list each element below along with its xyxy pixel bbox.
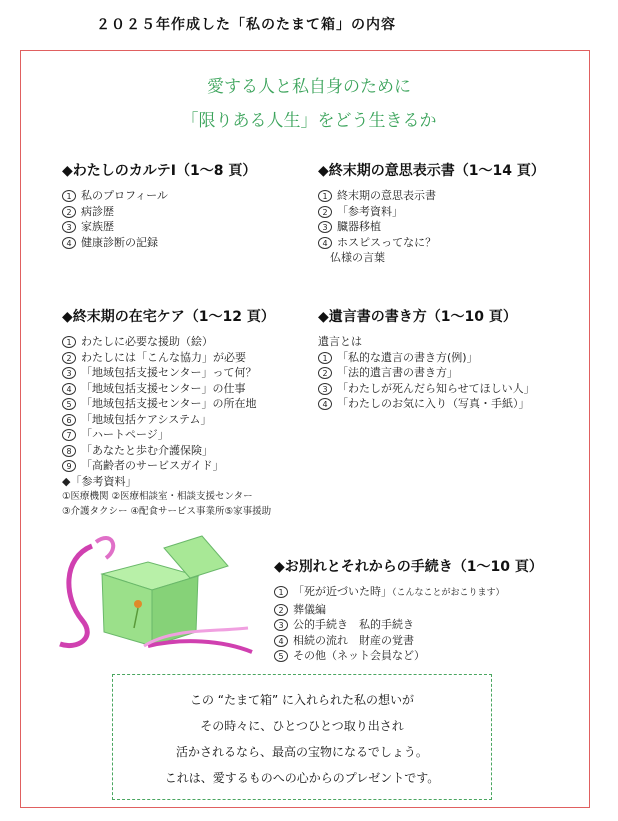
list-item: 3 「わたしが死んだら知らせてほしい人」 <box>318 381 535 397</box>
list-item: 1 「死が近づいた時」（こんなことがおこります） <box>274 584 543 602</box>
list-item: 5 その他（ネット会員など） <box>274 648 543 664</box>
message-line: 活かされるなら、最高の宝物になるでしょう。 <box>176 745 428 759</box>
headline-2: 「限りある人生」をどう生きるか <box>181 111 437 131</box>
section-farewell <box>274 556 543 664</box>
list-item: 2 「法的遺言書の書き方」 <box>318 365 535 381</box>
list-item: 3 「地域包括支援センター」って何？ <box>62 365 275 381</box>
list-item: 4 「わたしのお気に入り（写真・手紙）」 <box>318 396 535 412</box>
gift-box-illustration <box>52 528 257 656</box>
list-item: 3 臓器移植 <box>318 219 545 235</box>
list-item: 1 私のプロフィール <box>62 188 256 204</box>
list-item: 4 「地域包括支援センター」の仕事 <box>62 381 275 397</box>
list-item: 4 相続の流れ 財産の覚書 <box>274 633 543 649</box>
list-item: 4 ホスピスってなに？ <box>318 235 545 251</box>
list-intro: 遺言とは <box>318 335 362 348</box>
list-item: 3 家族歴 <box>62 219 256 235</box>
list-item: 9 「高齢者のサービスガイド」 <box>62 458 275 474</box>
section-heading: ◆わたしのカルテⅠ（1～8 頁） <box>62 163 257 179</box>
headline-1: 愛する人と私自身のために <box>207 77 411 97</box>
list-item: 6 「地域包括ケアシステム」 <box>62 412 275 428</box>
section-heading: ◆終末期の在宅ケア（1～12 頁） <box>62 309 275 325</box>
reference-line: ①医療機関 ②医療相談室・相談支援センター <box>62 491 253 502</box>
list-item-extra: 仏様の言葉 <box>330 251 385 264</box>
message-line: その時々に、ひとつひとつ取り出され <box>200 719 404 733</box>
section-homecare <box>62 306 275 519</box>
list-item: 2 わたしには「こんな協力」が必要 <box>62 350 275 366</box>
message-line: これは、愛するものへの心からのプレゼントです。 <box>164 771 440 785</box>
section-karte <box>62 160 256 250</box>
reference-heading: ◆「参考資料」 <box>62 474 137 488</box>
list-item: 1 わたしに必要な援助（絵） <box>62 334 275 350</box>
list-item: 4 健康診断の記録 <box>62 235 256 251</box>
list-item: 1 「私的な遺言の書き方(例)」 <box>318 350 535 366</box>
list-item: 7 「ハートページ」 <box>62 427 275 443</box>
list-item: 5 「地域包括支援センター」の所在地 <box>62 396 275 412</box>
section-heading: ◆遺言書の書き方（1～10 頁） <box>318 309 517 325</box>
list-item: 2 病診歴 <box>62 204 256 220</box>
reference-line: ③介護タクシー ④配食サービス事業所⑤家事援助 <box>62 506 272 517</box>
list-item: 2 「参考資料」 <box>318 204 545 220</box>
list-item: 1 終末期の意思表示書 <box>318 188 545 204</box>
section-heading: ◆お別れとそれからの手続き（1～10 頁） <box>274 559 543 575</box>
section-heading: ◆終末期の意思表示書（1～14 頁） <box>318 163 545 179</box>
page-title: ２０２５年作成した「私のたまて箱」の内容 <box>96 17 396 33</box>
section-will <box>318 306 535 412</box>
section-intent <box>318 160 545 266</box>
list-item: 3 公的手続き 私的手続き <box>274 617 543 633</box>
list-item: 8 「あなたと歩む介護保険」 <box>62 443 275 459</box>
list-item: 2 葬儀編 <box>274 602 543 618</box>
message-box <box>112 674 492 800</box>
message-line: この “たまて箱” に入れられた私の想いが <box>189 693 415 707</box>
